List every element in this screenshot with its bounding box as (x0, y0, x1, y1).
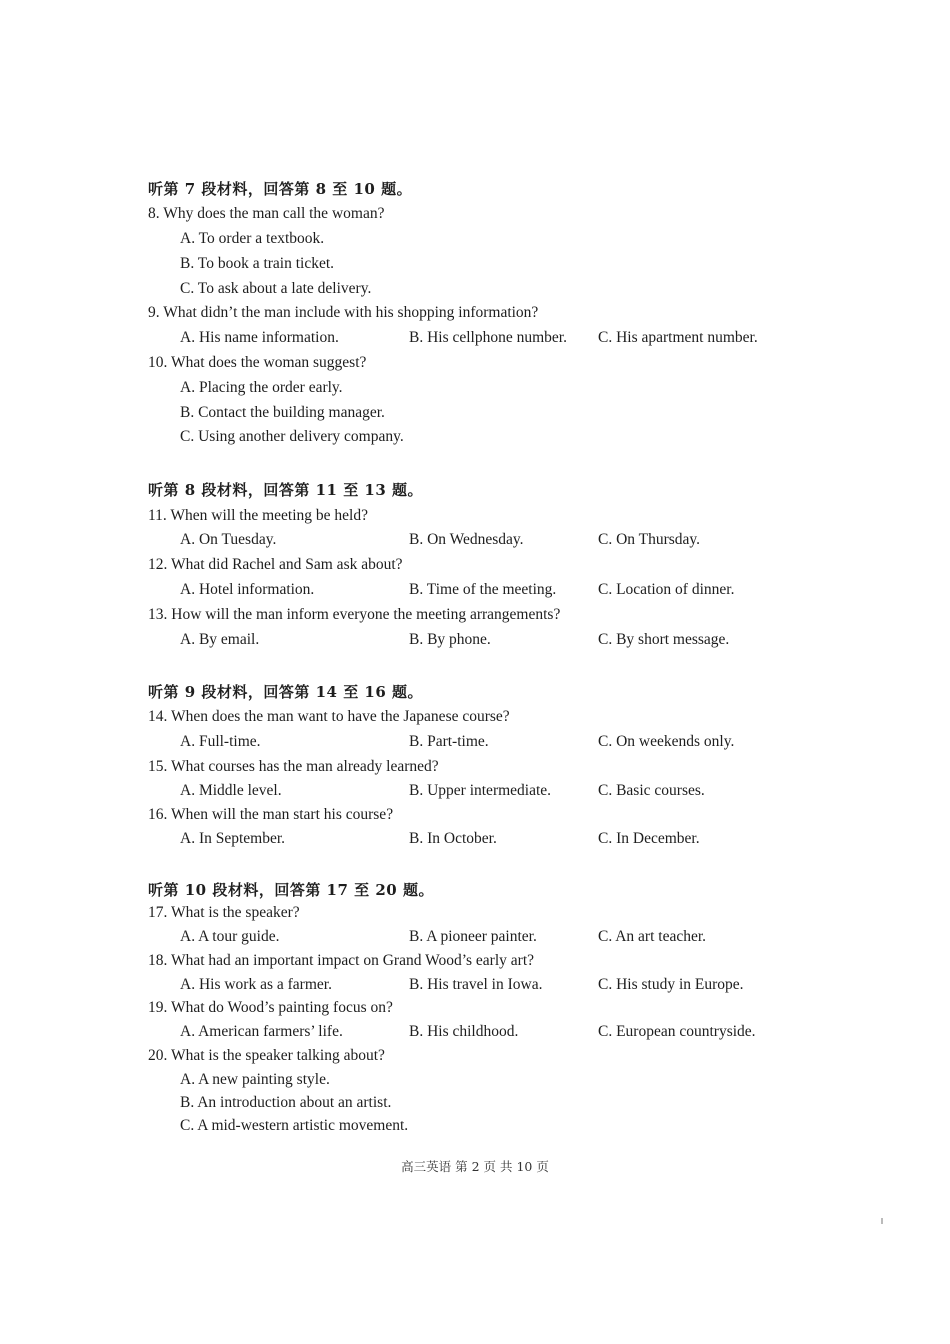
question-text: 13. How will the man inform everyone the meeting arrangements? (148, 606, 561, 623)
option-c: C. In December. (598, 830, 700, 847)
option-c: C. An art teacher. (598, 928, 707, 945)
option-b: B. Upper intermediate. (409, 782, 552, 799)
option-c: C. His study in Europe. (598, 976, 744, 993)
option-c: C. On weekends only. (598, 733, 735, 750)
scan-edge-mark (881, 1218, 883, 1224)
page-footer: 高三英语 第 2 页 共 10 页 (401, 1159, 549, 1174)
option-a: A. A tour guide. (180, 928, 280, 945)
option-a: A. Middle level. (180, 782, 282, 799)
option-c: C. Using another delivery company. (180, 428, 404, 445)
option-b: B. His travel in Iowa. (409, 976, 543, 993)
option-c: C. Basic courses. (598, 782, 705, 799)
option-c: C. By short message. (598, 631, 730, 648)
question-text: 12. What did Rachel and Sam ask about? (148, 556, 403, 573)
option-a: A. His name information. (180, 329, 339, 346)
option-a: A. His work as a farmer. (180, 976, 332, 993)
section-heading: 听第 8 段材料，回答第 11 至 13 题。 (148, 481, 424, 499)
option-c: C. European countryside. (598, 1023, 756, 1040)
option-a: A. A new painting style. (180, 1071, 330, 1088)
question-text: 11. When will the meeting be held? (148, 507, 368, 524)
option-b: B. His cellphone number. (409, 329, 567, 346)
question-text: 9. What didn’t the man include with his shopping information? (148, 304, 539, 321)
question-text: 18. What had an important impact on Grand Wood’s early art? (148, 952, 535, 969)
option-b: B. His childhood. (409, 1023, 519, 1040)
option-c: C. On Thursday. (598, 531, 701, 548)
question-text: 17. What is the speaker? (148, 904, 300, 921)
section-heading: 听第 7 段材料，回答第 8 至 10 题。 (148, 180, 413, 198)
option-a: A. By email. (180, 631, 260, 648)
option-b: B. In October. (409, 830, 497, 847)
option-a: A. Full-time. (180, 733, 261, 750)
option-a: A. American farmers’ life. (180, 1023, 343, 1040)
option-b: B. Part-time. (409, 733, 489, 750)
question-text: 8. Why does the man call the woman? (148, 205, 385, 222)
option-b: B. Contact the building manager. (180, 404, 385, 421)
option-b: B. An introduction about an artist. (180, 1094, 392, 1111)
option-a: A. Placing the order early. (180, 379, 343, 396)
option-c: C. A mid-western artistic movement. (180, 1117, 409, 1134)
option-c: C. His apartment number. (598, 329, 758, 346)
option-c: C. Location of dinner. (598, 581, 735, 598)
option-a: A. On Tuesday. (180, 531, 277, 548)
question-text: 20. What is the speaker talking about? (148, 1047, 385, 1064)
option-b: B. By phone. (409, 631, 491, 648)
section-heading: 听第 9 段材料，回答第 14 至 16 题。 (148, 683, 424, 701)
question-text: 10. What does the woman suggest? (148, 354, 367, 371)
option-c: C. To ask about a late delivery. (180, 280, 372, 297)
option-b: B. A pioneer painter. (409, 928, 537, 945)
question-text: 19. What do Wood’s painting focus on? (148, 999, 393, 1016)
option-b: B. On Wednesday. (409, 531, 524, 548)
section-heading: 听第 10 段材料，回答第 17 至 20 题。 (148, 881, 434, 899)
option-a: A. To order a textbook. (180, 230, 325, 247)
question-text: 15. What courses has the man already learned? (148, 758, 439, 775)
question-text: 16. When will the man start his course? (148, 806, 394, 823)
option-b: B. Time of the meeting. (409, 581, 557, 598)
question-text: 14. When does the man want to have the Japanese course? (148, 708, 510, 725)
option-a: A. Hotel information. (180, 581, 315, 598)
option-a: A. In September. (180, 830, 286, 847)
option-b: B. To book a train ticket. (180, 255, 335, 272)
